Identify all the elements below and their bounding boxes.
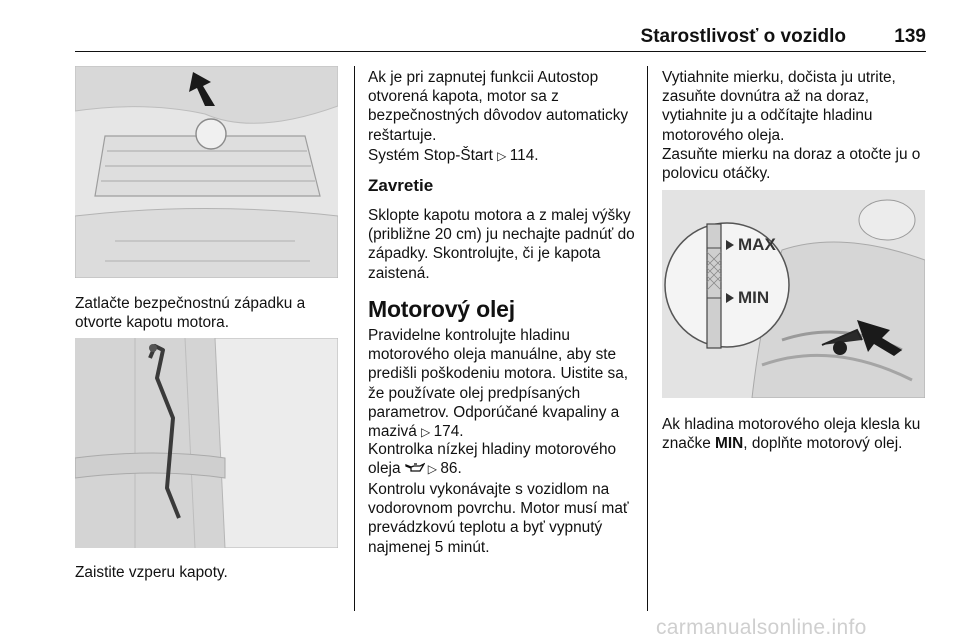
- engine-oil-heading: Motorový olej: [368, 296, 515, 322]
- reference-page-number: 114.: [509, 147, 539, 164]
- caption-hood-prop: Zaistite vzperu kapoty.: [75, 564, 228, 581]
- column-divider-1: [354, 66, 355, 611]
- dipstick-insert-paragraph: Zasuňte mierku na doraz a otočte ju o polovicu otáčky.: [662, 146, 921, 183]
- page-number: 139: [894, 26, 926, 47]
- dipstick-illustration: [662, 190, 925, 398]
- caption-hood-latch: Zatlačte bezpečnostnú západku a otvorte kapotu motora.: [75, 295, 306, 332]
- oil-check-paragraph: [368, 326, 643, 442]
- dipstick-read-paragraph: Vytiahnite mierku, dočista ju utrite, zasuňte dovnútra až na doraz, vytiahnite ju a odčítajte hladinu motorového oleja.: [662, 69, 896, 144]
- closing-paragraph: Sklopte kapotu motora a z malej výšky (približne 20 cm) ju nechajte padnúť do západky. Skontrolujte, či je kapota zaistená.: [368, 207, 635, 282]
- oil-top-up-paragraph: [662, 415, 932, 453]
- oil-top-up-rest: , doplňte motorový olej.: [743, 435, 903, 453]
- oil-warning-text: Kontrolka nízkej hladiny motorového oleja: [368, 441, 617, 478]
- page-title: Starostlivosť o vozidlo: [640, 26, 846, 47]
- stop-start-text: Systém Stop-Štart: [368, 147, 498, 164]
- hood-latch-illustration: [75, 66, 338, 278]
- oil-warning-ref-link[interactable]: [428, 460, 462, 477]
- stop-start-ref-link[interactable]: [497, 147, 538, 164]
- hood-prop-drawing: [75, 338, 338, 548]
- watermark: carmanualsonline.info: [656, 616, 867, 639]
- oil-top-up-text: Ak hladina motorového oleja klesla ku značke: [662, 416, 921, 453]
- dipstick-drawing: [662, 190, 925, 398]
- reference-arrow-icon: ▷: [427, 462, 441, 477]
- conditions-paragraph: Kontrolu vykonávajte s vozidlom na vodorovnom povrchu. Motor musí mať prevádzkovú teplotu a byť vypnutý najmenej 5 minút.: [368, 481, 629, 556]
- oil-can-icon: [405, 460, 425, 472]
- reference-page-number: 86.: [440, 460, 462, 478]
- fluids-ref-link[interactable]: [421, 423, 464, 440]
- hood-latch-drawing: [75, 66, 338, 278]
- stop-start-reference: [368, 146, 638, 166]
- autostop-paragraph: Ak je pri zapnutej funkcii Autostop otvorená kapota, motor sa z bezpečnostných dôvodov automaticky reštartuje.: [368, 69, 629, 144]
- page-header: [75, 26, 926, 50]
- closing-subheading: Zavretie: [368, 176, 434, 195]
- oil-check-text: Pravidelne kontrolujte hladinu motorového oleja manuálne, aby ste predišli poškodeniu motora. Uistite sa, že používate olej predpísaných parametrov. Odporúčané kvapaliny a mazivá: [368, 327, 629, 441]
- reference-arrow-icon: ▷: [497, 149, 510, 163]
- dipstick-max-label: MAX: [738, 235, 776, 254]
- min-mark-bold: MIN: [715, 435, 744, 453]
- hood-prop-illustration: [75, 338, 338, 548]
- column-divider-2: [647, 66, 648, 611]
- dipstick-min-label: MIN: [738, 288, 770, 307]
- reference-page-number: 174.: [433, 423, 464, 441]
- oil-warning-paragraph: [368, 440, 638, 479]
- header-rule: [75, 51, 926, 52]
- reference-arrow-icon: ▷: [421, 425, 434, 440]
